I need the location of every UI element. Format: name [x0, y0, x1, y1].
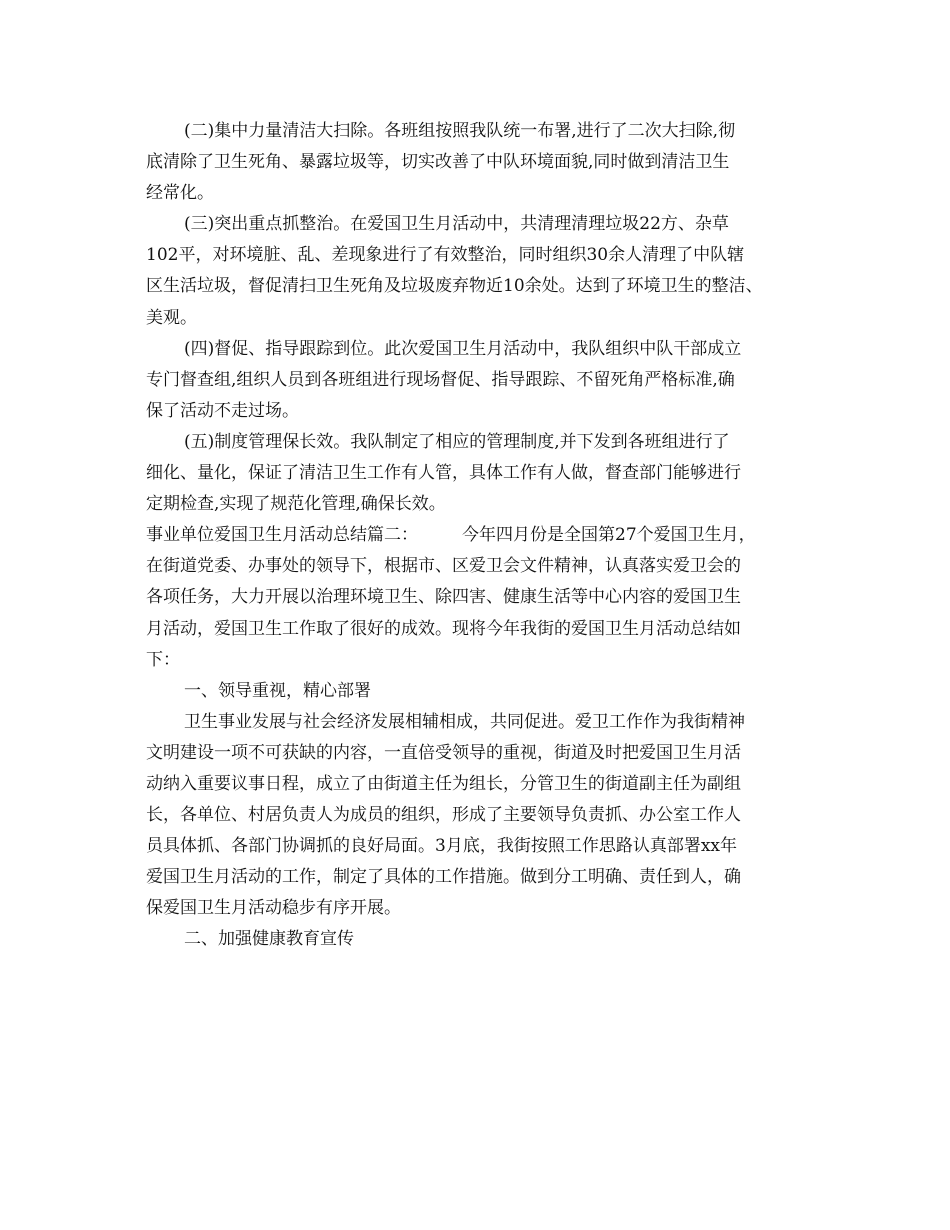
paragraph-line: 保了活动不走过场。	[146, 400, 299, 421]
paragraph-line: 动纳入重要议事日程，成立了由街道主任为组长，分管卫生的街道副主任为副组	[146, 773, 741, 794]
paragraph-line: 底清除了卫生死角、暴露垃圾等，切实改善了中队环境面貌,同时做到清洁卫生	[146, 152, 730, 173]
paragraph-line: 102平，对环境脏、乱、差现象进行了有效整治，同时组织30余人清理了中队辖	[146, 245, 745, 266]
paragraph-line: 长，各单位、村居负责人为成员的组织，形成了主要领导负责抓、办公室工作人	[146, 805, 741, 826]
paragraph-line: 美观。	[146, 307, 197, 328]
paragraph-line: 卫生事业发展与社会经济发展相辅相成，共同促进。爱卫工作作为我街精神	[184, 711, 745, 732]
paragraph-line: 保爱国卫生月活动稳步有序开展。	[146, 898, 401, 919]
section-heading-line	[146, 520, 826, 551]
paragraph-line: 经常化。	[146, 183, 214, 204]
paragraph-line: 专门督查组,组织人员到各班组进行现场督促、指导跟踪、不留死角严格标准,确	[146, 369, 735, 390]
paragraph-line: 员具体抓、各部门协调抓的良好局面。3月底，我街按照工作思路认真部署xx年	[146, 836, 737, 857]
paragraph-line: 爱国卫生月活动的工作，制定了具体的工作措施。做到分工明确、责任到人，确	[146, 867, 741, 888]
paragraph-line: 细化、量化，保证了清洁卫生工作有人管，具体工作有人做，督查部门能够进行	[146, 463, 741, 484]
paragraph-line: (四)督促、指导跟踪到位。此次爱国卫生月活动中，我队组织中队干部成立	[184, 338, 742, 359]
paragraph-line: 定期检查,实现了规范化管理,确保长效。	[146, 494, 446, 515]
paragraph-line: 文明建设一项不可获缺的内容，一直倍受领导的重视，街道及时把爱国卫生月活	[146, 742, 741, 763]
subheading: 一、领导重视，精心部署	[184, 680, 371, 701]
paragraph-line: (三)突出重点抓整治。在爱国卫生月活动中，共清理清理垃圾22方、杂草	[184, 214, 729, 235]
section-title: 事业单位爱国卫生月活动总结篇二：	[146, 525, 418, 546]
paragraph-line: 各项任务，大力开展以治理环境卫生、除四害、健康生活等中心内容的爱国卫生	[146, 587, 741, 608]
section-intro: 今年四月份是全国第27个爱国卫生月，	[462, 525, 756, 546]
paragraph-line: 在街道党委、办事处的领导下，根据市、区爱卫会文件精神，认真落实爱卫会的	[146, 556, 741, 577]
paragraph-line: 区生活垃圾，督促清扫卫生死角及垃圾废弃物近10余处。达到了环境卫生的整洁、	[146, 276, 763, 297]
paragraph-line: (二)集中力量清洁大扫除。各班组按照我队统一布署,进行了二次大扫除,彻	[184, 121, 736, 141]
paragraph-line: 月活动，爱国卫生工作取了很好的成效。现将今年我街的爱国卫生月活动总结如	[146, 618, 741, 639]
paragraph-line: (五)制度管理保长效。我队制定了相应的管理制度,并下发到各班组进行了	[184, 431, 730, 452]
subheading: 二、加强健康教育宣传	[184, 929, 354, 950]
paragraph-line: 下：	[146, 649, 180, 670]
document-body	[146, 116, 826, 956]
